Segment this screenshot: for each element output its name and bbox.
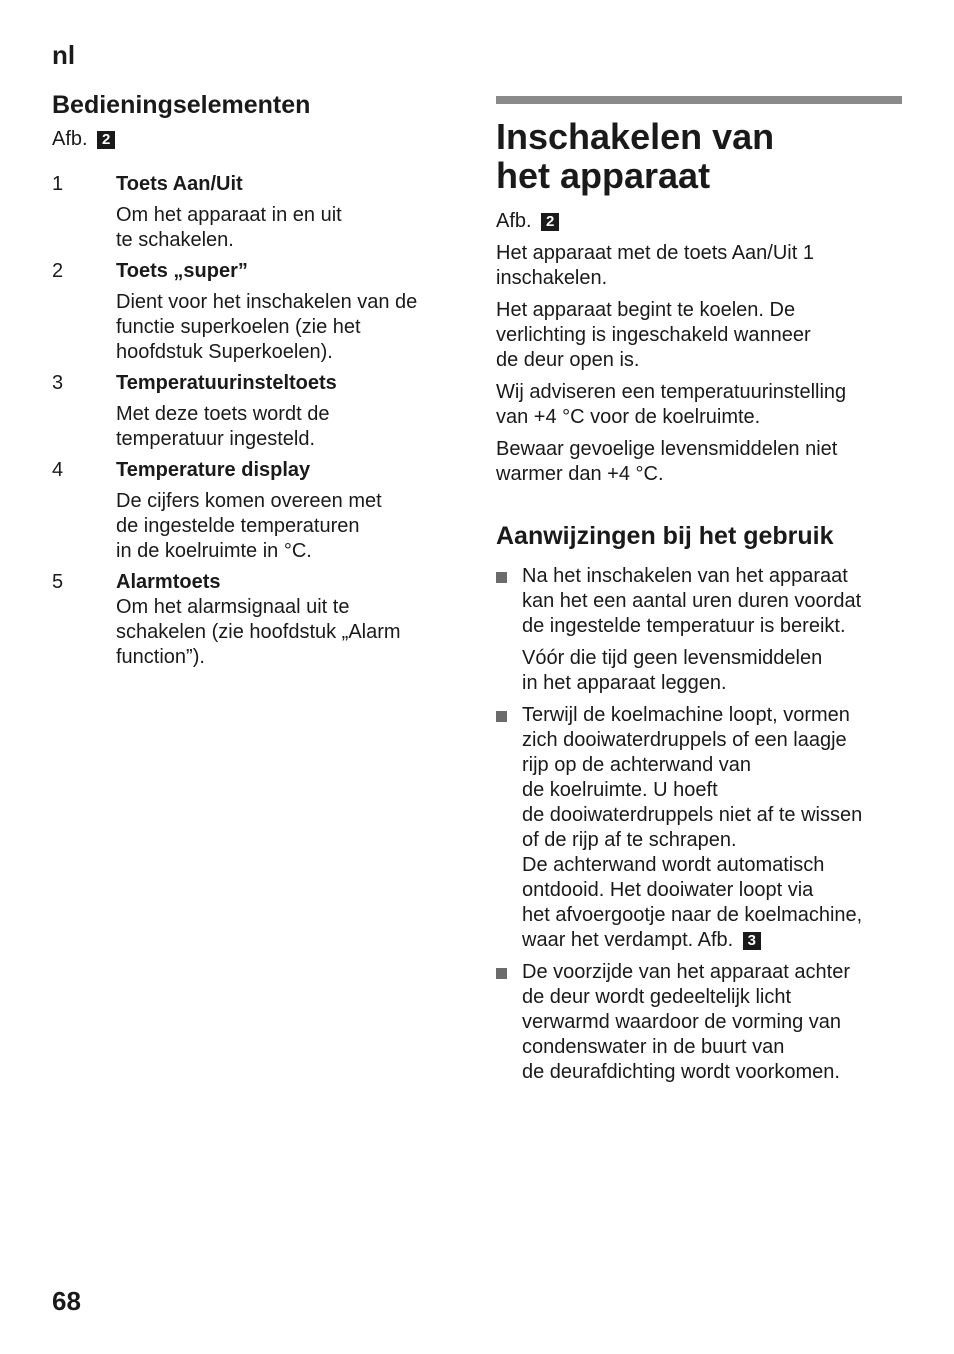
item-title: Temperature display	[116, 459, 311, 481]
text-line: Dient voor het inschakelen van de	[116, 291, 418, 313]
list-item	[52, 172, 452, 253]
item-title: Temperatuurinsteltoets	[116, 372, 337, 394]
text-line: in het apparaat leggen.	[522, 672, 727, 694]
text-line: Om het alarmsignaal uit te	[116, 596, 350, 618]
text-line: inschakelen.	[496, 267, 608, 289]
text-line: warmer dan +4 °C.	[496, 463, 664, 485]
page-number: 68	[52, 1286, 81, 1316]
figure-number-badge: 3	[743, 932, 761, 950]
paragraph	[496, 380, 904, 430]
figure-number-badge: 2	[97, 131, 115, 149]
item-title: Toets Aan/Uit	[116, 173, 243, 195]
text-line: Na het inschakelen van het apparaat	[522, 565, 848, 587]
language-label: nl	[52, 40, 76, 70]
list-item	[496, 960, 904, 1085]
list-item	[496, 564, 904, 696]
text-line: Vóór die tijd geen levensmiddelen	[522, 647, 823, 669]
text-line: condenswater in de buurt van	[522, 1036, 785, 1058]
text-line: Terwijl de koelmachine loopt, vormen	[522, 704, 850, 726]
list-item	[52, 259, 452, 365]
paragraph	[496, 241, 904, 291]
figure-reference	[496, 209, 904, 234]
figure-ref-label: Afb.	[52, 128, 88, 150]
bullet-square-icon	[496, 968, 507, 979]
text-line: Met deze toets wordt de	[116, 403, 330, 425]
item-description	[116, 595, 452, 670]
text-fragment: waar het verdampt. Afb.	[522, 929, 734, 951]
figure-number-badge: 2	[541, 213, 559, 231]
text-line: verwarmd waardoor de vorming van	[522, 1011, 842, 1033]
text-line: of de rijp af te schrapen.	[522, 829, 737, 851]
text-line: de deur wordt gedeeltelijk licht	[522, 986, 792, 1008]
text-line: temperatuur ingesteld.	[116, 428, 316, 450]
text-line: van +4 °C voor de koelruimte.	[496, 406, 761, 428]
figure-reference	[52, 126, 452, 152]
text-line: Het apparaat begint te koelen. De	[496, 299, 796, 321]
list-item	[52, 458, 452, 564]
text-line: De achterwand wordt automatisch	[522, 854, 825, 876]
usage-tips-heading: Aanwijzingen bij het gebruik	[496, 522, 834, 550]
text-line	[522, 928, 904, 953]
text-line: De cijfers komen overeen met	[116, 490, 382, 512]
text-line: hoofdstuk Superkoelen).	[116, 341, 333, 363]
text-line: ontdooid. Het dooiwater loopt via	[522, 879, 814, 901]
paragraph	[496, 298, 904, 373]
item-number: 5	[52, 571, 64, 593]
title-line: het apparaat	[496, 155, 711, 196]
text-line: function”).	[116, 646, 205, 668]
text-line: de ingestelde temperatuur is bereikt.	[522, 615, 846, 637]
controls-section	[52, 88, 452, 676]
bullet-text	[522, 960, 904, 1085]
item-description	[116, 290, 452, 365]
item-number: 4	[52, 459, 64, 481]
text-line: te schakelen.	[116, 229, 234, 251]
text-line: verlichting is ingeschakeld wanneer	[496, 324, 811, 346]
text-line: De voorzijde van het apparaat achter	[522, 961, 850, 983]
text-line: de ingestelde temperaturen	[116, 515, 360, 537]
item-description	[116, 402, 452, 452]
text-line: in de koelruimte in °C.	[116, 540, 312, 562]
item-number: 2	[52, 260, 64, 282]
item-number: 3	[52, 372, 64, 394]
usage-tips-list	[496, 564, 904, 1085]
list-item	[52, 570, 452, 670]
list-item	[496, 703, 904, 953]
controls-heading: Bedieningselementen	[52, 91, 311, 119]
text-line: de dooiwaterdruppels niet af te wissen	[522, 804, 863, 826]
list-item	[52, 371, 452, 452]
item-title: Alarmtoets	[116, 571, 221, 593]
controls-list	[52, 172, 452, 670]
text-line: kan het een aantal uren duren voordat	[522, 590, 862, 612]
bullet-square-icon	[496, 572, 507, 583]
text-line: functie superkoelen (zie het	[116, 316, 361, 338]
text-line: de koelruimte. U hoeft	[522, 779, 718, 801]
text-line: de deurafdichting wordt voorkomen.	[522, 1061, 840, 1083]
item-description	[116, 489, 452, 564]
text-line: schakelen (zie hoofdstuk „Alarm	[116, 621, 401, 643]
switch-on-section	[496, 96, 904, 1092]
text-line: de deur open is.	[496, 349, 640, 371]
text-line: Wij adviseren een temperatuurinstelling	[496, 381, 847, 403]
text-line: Het apparaat met de toets Aan/Uit 1	[496, 242, 814, 264]
section-title	[496, 117, 904, 195]
paragraph	[496, 437, 904, 487]
bullet-subtext	[522, 646, 904, 696]
bullet-square-icon	[496, 711, 507, 722]
bullet-text	[522, 703, 904, 953]
item-title: Toets „super”	[116, 260, 248, 282]
text-line: rijp op de achterwand van	[522, 754, 752, 776]
item-description	[116, 203, 452, 253]
text-line: Om het apparaat in en uit	[116, 204, 342, 226]
item-number: 1	[52, 173, 64, 195]
title-line: Inschakelen van	[496, 116, 775, 157]
text-line: het afvoergootje naar de koelmachine,	[522, 904, 863, 926]
section-divider	[496, 96, 902, 104]
text-line: Bewaar gevoelige levensmiddelen niet	[496, 438, 838, 460]
figure-ref-label: Afb.	[496, 210, 532, 232]
bullet-text	[522, 564, 904, 639]
text-line: zich dooiwaterdruppels of een laagje	[522, 729, 847, 751]
